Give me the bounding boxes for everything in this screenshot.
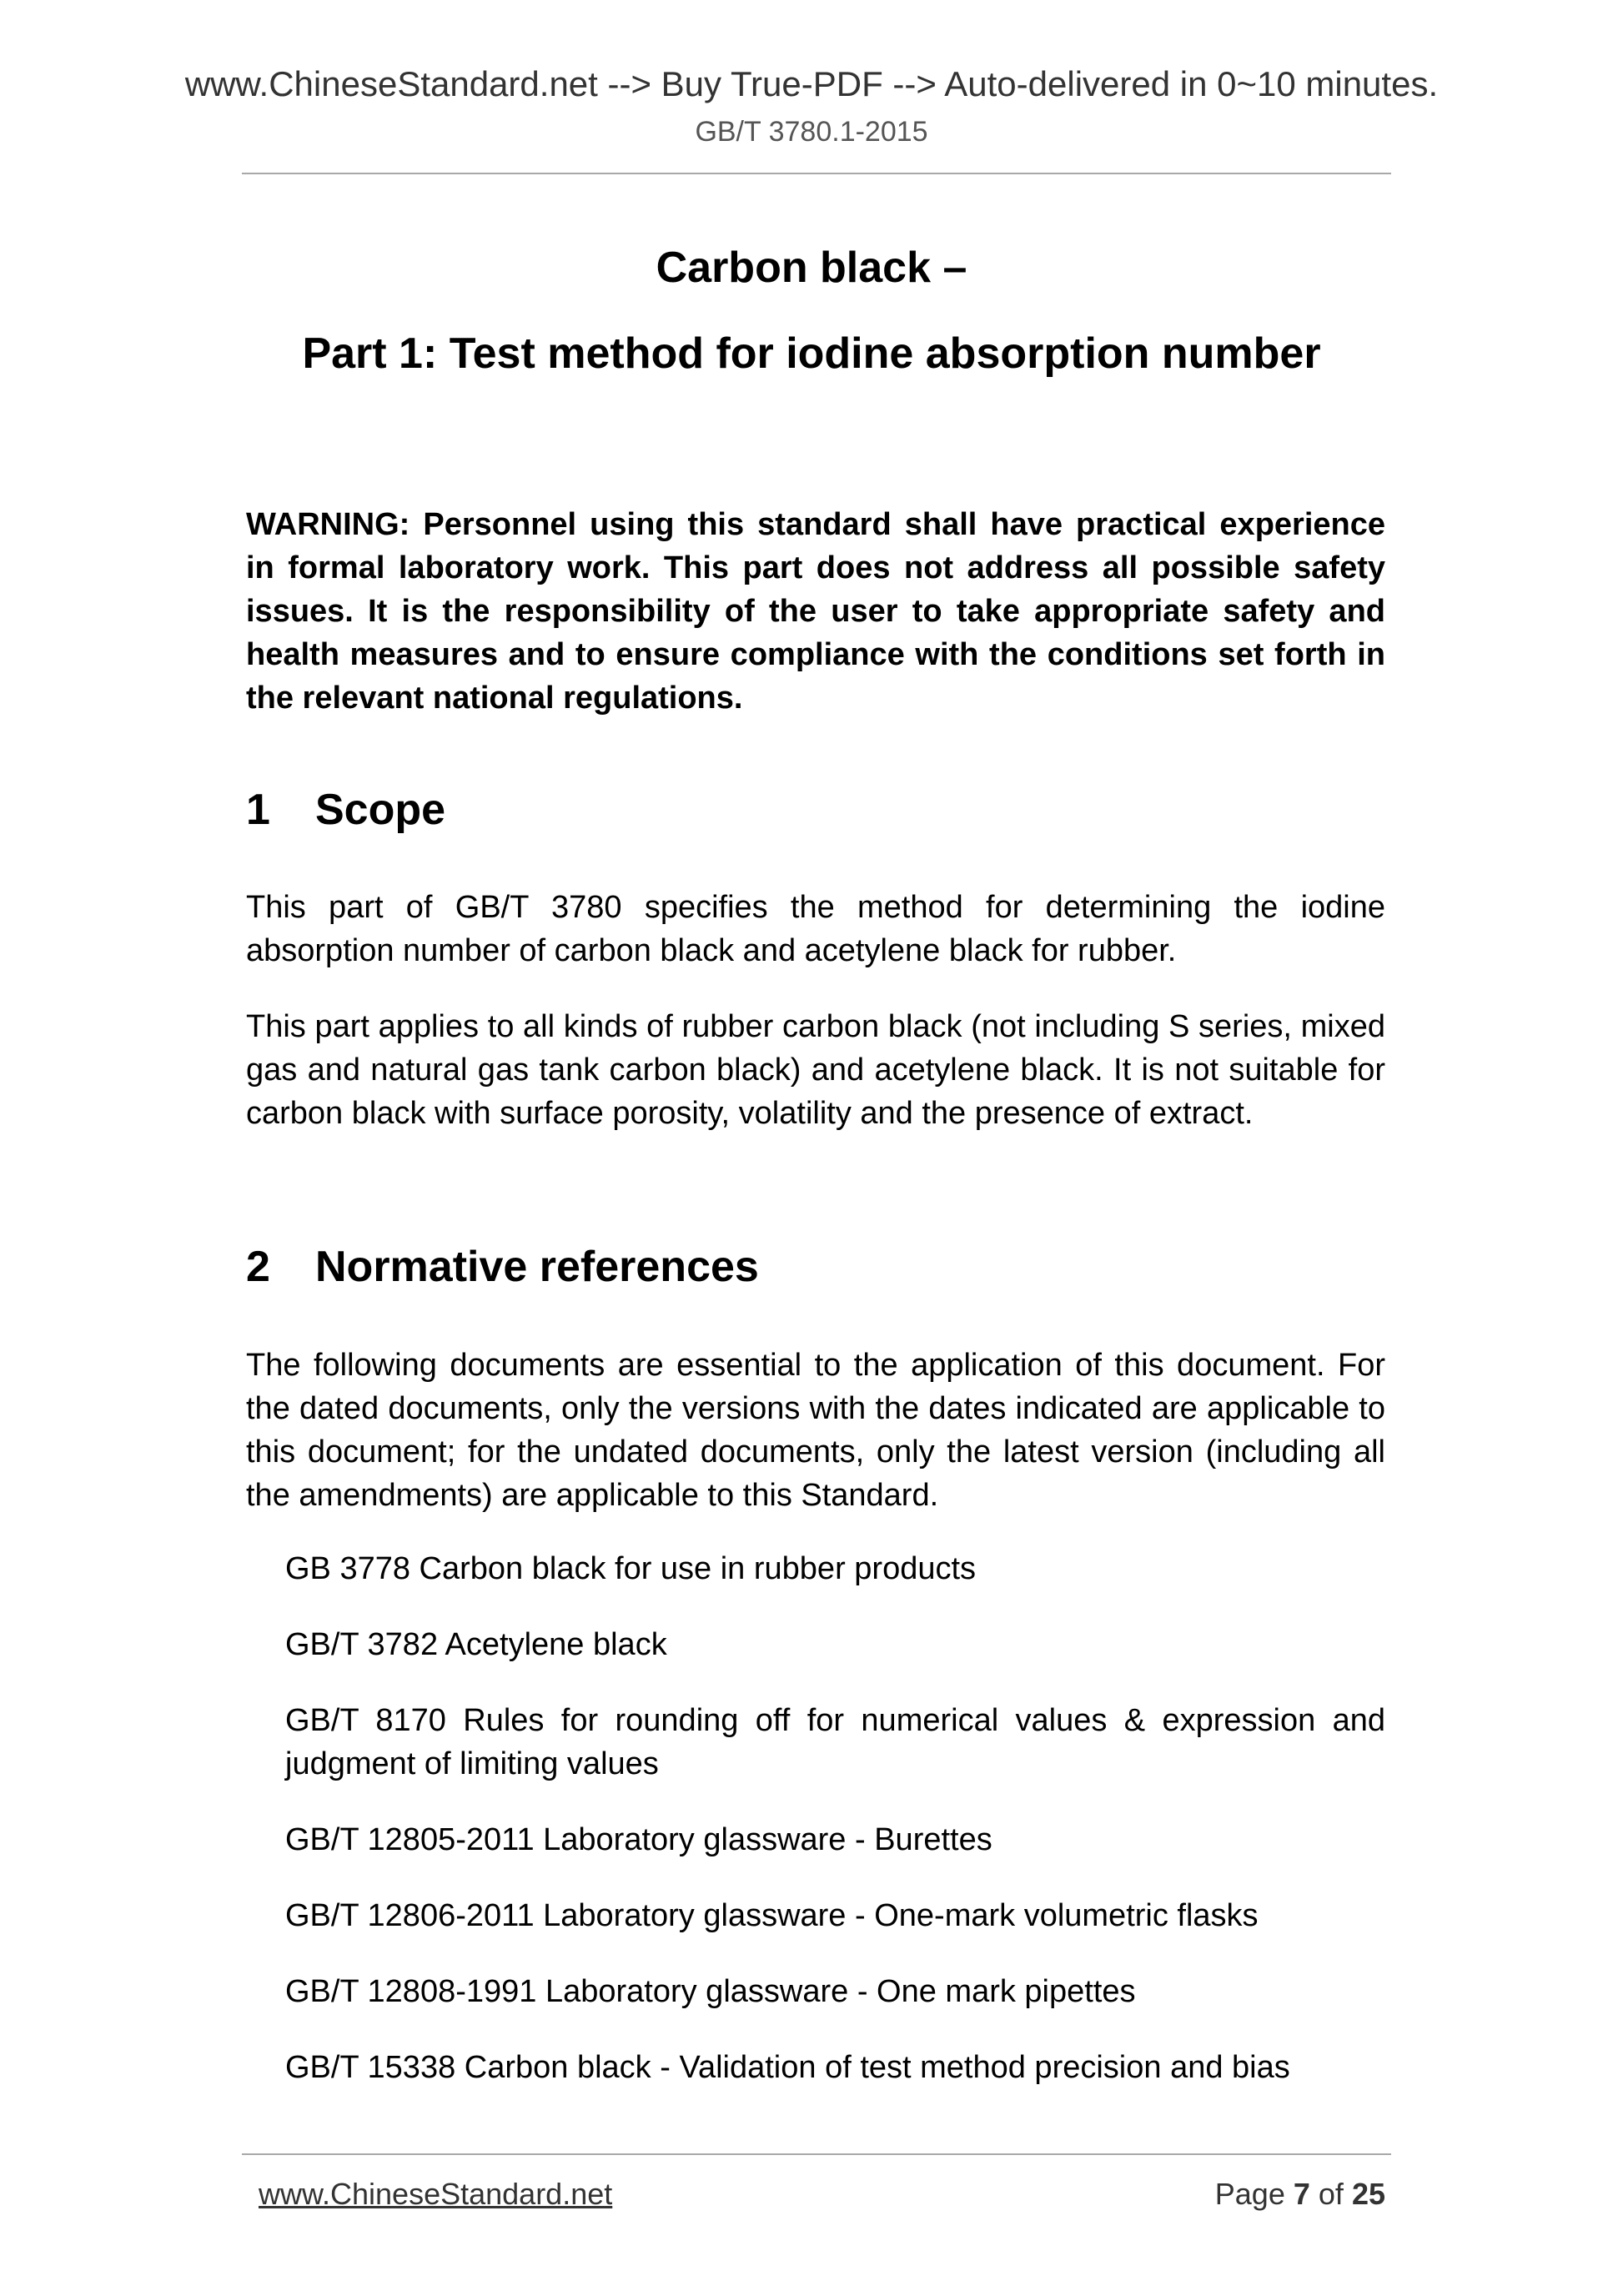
page-of: of [1318,2177,1344,2211]
section-title: Scope [315,786,446,834]
document-title: Carbon black – [656,244,967,292]
footer-website-link[interactable]: www.ChineseStandard.net [259,2177,613,2211]
document-subtitle: Part 1: Test method for iodine absorption number [302,329,1321,378]
footer-divider [242,2153,1391,2155]
header-divider [242,173,1391,174]
page-label: Page [1214,2177,1285,2211]
reference-item: GB/T 12805-2011 Laboratory glassware - Burettes [285,1822,992,1857]
reference-item: GB/T 12808-1991 Laboratory glassware - One mark pipettes [285,1974,1136,2009]
reference-item: GB/T 12806-2011 Laboratory glassware - One-mark volumetric flasks [285,1898,1259,1933]
section-title: Normative references [315,1243,759,1291]
reference-item: GB/T 8170 Rules for rounding off for numerical values & expression and judgment of limiting values [285,1703,1385,1781]
reference-item: GB/T 15338 Carbon black - Validation of test method precision and bias [285,2050,1290,2085]
reference-item: GB 3778 Carbon black for use in rubber products [285,1551,977,1586]
section-heading-scope [246,784,445,836]
page-current: 7 [1293,2177,1310,2211]
scope-paragraph-2: This part applies to all kinds of rubber carbon black (not including S series, mixed gas and natural gas tank carbon black) and acetylene black. It is not suitable for carbon black with surface porosity, volatility and the presence of extract. [246,1009,1385,1131]
section-heading-normative-references [246,1241,759,1293]
header-banner: www.ChineseStandard.net --> Buy True-PDF --> Auto-delivered in 0~10 minutes. [184,64,1439,103]
page-number [1215,2176,1385,2212]
reference-item: GB/T 3782 Acetylene black [285,1627,667,1662]
page-total: 25 [1351,2177,1385,2211]
scope-paragraph-1: This part of GB/T 3780 specifies the method for determining the iodine absorption number of carbon black and acetylene black for rubber. [246,890,1385,968]
section-number: 1 [246,786,270,834]
section-number: 2 [246,1243,270,1291]
standard-code: GB/T 3780.1-2015 [695,116,928,148]
normative-intro-paragraph: The following documents are essential to the application of this document. For the dated documents, only the versions with the dates indicated are applicable to this document; for the undated documents, only the latest version (including all the amendments) are applicable to this Standard. [246,1348,1385,1513]
warning-paragraph: WARNING: Personnel using this standard shall have practical experience in formal laboratory work. This part does not address all possible safety issues. It is the responsibility of the user to take appropriate safety and health measures and to ensure compliance with the conditions set forth in the relevant national regulations. [246,507,1385,716]
